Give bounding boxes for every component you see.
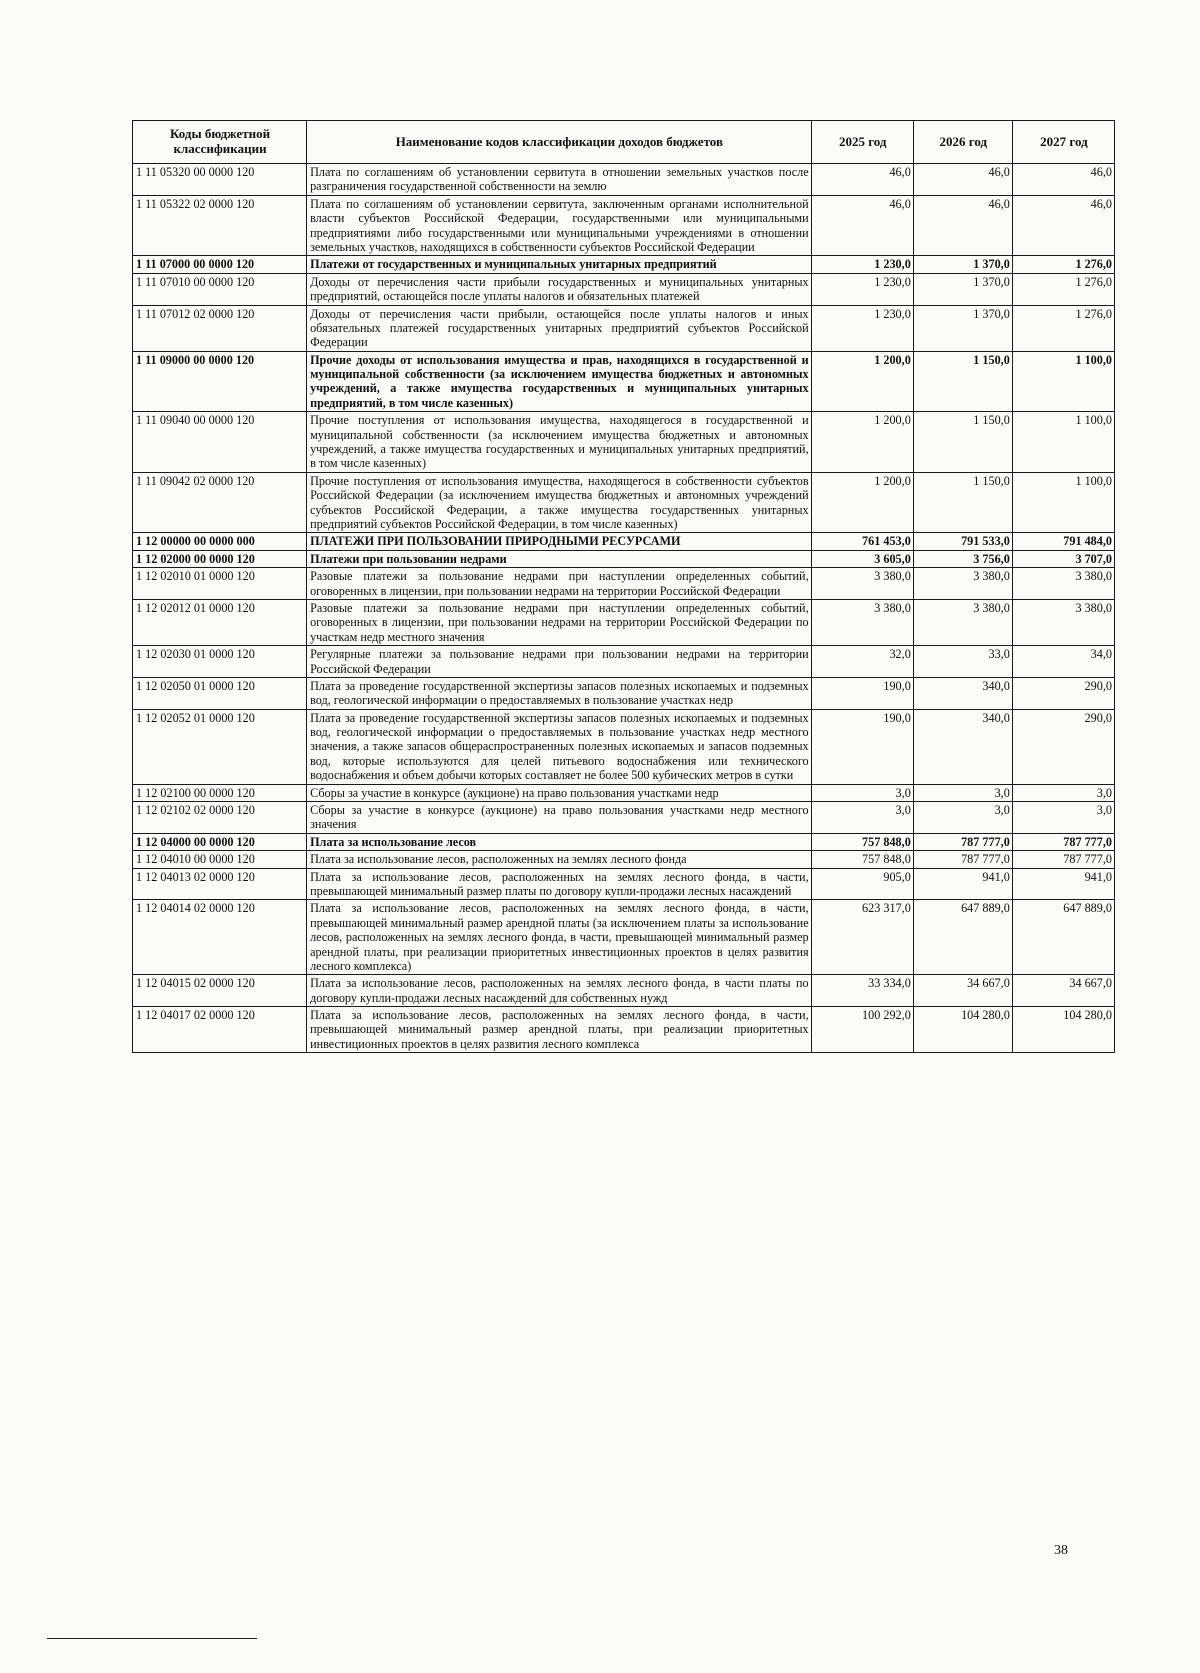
value-2025-cell: 32,0 <box>811 646 913 678</box>
name-cell: Плата за проведение государственной экспертизы запасов полезных ископаемых и подземных вод, геологической информации о предоставляемых в пользование участках недр <box>307 677 812 709</box>
value-2025-cell: 46,0 <box>811 164 913 196</box>
value-2027-cell: 3 380,0 <box>1012 568 1114 600</box>
code-cell: 1 11 05322 02 0000 120 <box>133 195 307 256</box>
name-cell: Доходы от перечисления части прибыли государственных и муниципальных унитарных предприятий, остающейся после уплаты налогов и обязательных платежей <box>307 273 812 305</box>
value-2027-cell: 1 100,0 <box>1012 412 1114 473</box>
code-cell: 1 12 02050 01 0000 120 <box>133 677 307 709</box>
value-2025-cell: 3 605,0 <box>811 550 913 567</box>
value-2026-cell: 1 370,0 <box>913 305 1012 351</box>
table-row <box>133 868 1115 900</box>
name-cell: Плата за использование лесов, расположенных на землях лесного фонда, в части, превышающей минимальный размер арендной платы, при реализации приоритетных инвестиционных проектов в целях развития лесного комплекса <box>307 1007 812 1053</box>
table-row <box>133 677 1115 709</box>
table-row <box>133 1007 1115 1053</box>
value-2026-cell: 104 280,0 <box>913 1007 1012 1053</box>
table-body <box>133 164 1115 1053</box>
value-2025-cell: 190,0 <box>811 677 913 709</box>
table-row <box>133 851 1115 868</box>
name-cell: Сборы за участие в конкурсе (аукционе) на право пользования участками недр <box>307 784 812 801</box>
value-2026-cell: 3 380,0 <box>913 568 1012 600</box>
name-cell: Платежи от государственных и муниципальных унитарных предприятий <box>307 256 812 273</box>
header-year-2025: 2025 год <box>811 121 913 164</box>
value-2026-cell: 46,0 <box>913 164 1012 196</box>
code-cell: 1 12 00000 00 0000 000 <box>133 533 307 550</box>
value-2025-cell: 1 200,0 <box>811 351 913 412</box>
value-2026-cell: 3,0 <box>913 784 1012 801</box>
table-row <box>133 784 1115 801</box>
table-header-row <box>133 121 1115 164</box>
table-row <box>133 195 1115 256</box>
name-cell: Плата за использование лесов, расположенных на землях лесного фонда, в части платы по договору купли-продажи лесных насаждений для собственных нужд <box>307 975 812 1007</box>
value-2027-cell: 1 100,0 <box>1012 472 1114 533</box>
value-2025-cell: 33 334,0 <box>811 975 913 1007</box>
header-year-2027: 2027 год <box>1012 121 1114 164</box>
name-cell: Прочие доходы от использования имущества и прав, находящихся в государственной и муниципальной собственности (за исключением имущества бюджетных и автономных учреждений, а также имущества государственных и муниципальных унитарных предприятий, в том числе казенных) <box>307 351 812 412</box>
name-cell: Плата по соглашениям об установлении сервитута в отношении земельных участков после разграничения государственной собственности на землю <box>307 164 812 196</box>
value-2027-cell: 3 380,0 <box>1012 599 1114 645</box>
value-2027-cell: 34,0 <box>1012 646 1114 678</box>
name-cell: Регулярные платежи за пользование недрами при пользовании недрами на территории Российской Федерации <box>307 646 812 678</box>
value-2027-cell: 647 889,0 <box>1012 900 1114 975</box>
value-2027-cell: 1 276,0 <box>1012 305 1114 351</box>
code-cell: 1 12 04010 00 0000 120 <box>133 851 307 868</box>
name-cell: Плата за проведение государственной экспертизы запасов полезных ископаемых и подземных вод, геологической информации о предоставляемых в пользование участках недр местного значения, а также запасов общераспространенных полезных ископаемых и запасов подземных вод, которые используются для целей питьевого водоснабжения или технического водоснабжения и объем добычи которых составляет не более 500 кубических метров в сутки <box>307 709 812 784</box>
value-2025-cell: 1 200,0 <box>811 472 913 533</box>
value-2025-cell: 757 848,0 <box>811 833 913 850</box>
table-row <box>133 568 1115 600</box>
value-2027-cell: 46,0 <box>1012 195 1114 256</box>
value-2025-cell: 46,0 <box>811 195 913 256</box>
table-row <box>133 305 1115 351</box>
value-2026-cell: 3,0 <box>913 802 1012 834</box>
table-row <box>133 975 1115 1007</box>
code-cell: 1 11 07000 00 0000 120 <box>133 256 307 273</box>
code-cell: 1 12 04013 02 0000 120 <box>133 868 307 900</box>
value-2026-cell: 33,0 <box>913 646 1012 678</box>
name-cell: Разовые платежи за пользование недрами при наступлении определенных событий, оговоренных в лицензии, при пользовании недрами на территории Российской Федерации по участкам недр местного значения <box>307 599 812 645</box>
value-2025-cell: 905,0 <box>811 868 913 900</box>
header-code: Коды бюджетной классификации <box>133 121 307 164</box>
table-row <box>133 646 1115 678</box>
value-2025-cell: 1 230,0 <box>811 256 913 273</box>
table-row <box>133 351 1115 412</box>
name-cell: Плата по соглашениям об установлении сервитута, заключенным органами исполнительной власти субъектов Российской Федерации, государственными или муниципальными предприятиями либо государственными или муниципальными учреждениями в отношении земельных участков, находящихся в собственности субъектов Российской Федерации <box>307 195 812 256</box>
value-2025-cell: 3 380,0 <box>811 568 913 600</box>
table-row <box>133 599 1115 645</box>
value-2027-cell: 46,0 <box>1012 164 1114 196</box>
header-name: Наименование кодов классификации доходов бюджетов <box>307 121 812 164</box>
name-cell: Прочие поступления от использования имущества, находящегося в собственности субъектов Российской Федерации (за исключением имущества бюджетных и автономных учреждений субъектов Российской Федерации, а также имущества государственных унитарных предприятий субъектов Российской Федерации, в том числе казенных) <box>307 472 812 533</box>
value-2027-cell: 290,0 <box>1012 677 1114 709</box>
value-2026-cell: 647 889,0 <box>913 900 1012 975</box>
value-2027-cell: 1 100,0 <box>1012 351 1114 412</box>
page-number: 38 <box>1054 1543 1068 1558</box>
table-row <box>133 802 1115 834</box>
code-cell: 1 12 02100 00 0000 120 <box>133 784 307 801</box>
value-2025-cell: 757 848,0 <box>811 851 913 868</box>
value-2025-cell: 1 230,0 <box>811 273 913 305</box>
value-2025-cell: 3,0 <box>811 802 913 834</box>
value-2025-cell: 761 453,0 <box>811 533 913 550</box>
value-2027-cell: 1 276,0 <box>1012 273 1114 305</box>
name-cell: Сборы за участие в конкурсе (аукционе) на право пользования участками недр местного значения <box>307 802 812 834</box>
header-year-2026: 2026 год <box>913 121 1012 164</box>
value-2026-cell: 787 777,0 <box>913 833 1012 850</box>
value-2027-cell: 3 707,0 <box>1012 550 1114 567</box>
code-cell: 1 11 07010 00 0000 120 <box>133 273 307 305</box>
footnote-divider <box>47 1638 257 1639</box>
value-2026-cell: 1 150,0 <box>913 351 1012 412</box>
name-cell: Плата за использование лесов, расположенных на землях лесного фонда <box>307 851 812 868</box>
code-cell: 1 12 04014 02 0000 120 <box>133 900 307 975</box>
code-cell: 1 12 02052 01 0000 120 <box>133 709 307 784</box>
value-2027-cell: 787 777,0 <box>1012 833 1114 850</box>
value-2025-cell: 190,0 <box>811 709 913 784</box>
value-2026-cell: 787 777,0 <box>913 851 1012 868</box>
name-cell: Плата за использование лесов, расположенных на землях лесного фонда, в части, превышающей минимальный размер платы по договору купли-продажи лесных насаждений <box>307 868 812 900</box>
value-2025-cell: 1 200,0 <box>811 412 913 473</box>
table-row <box>133 833 1115 850</box>
table-row <box>133 550 1115 567</box>
value-2026-cell: 340,0 <box>913 677 1012 709</box>
table-row <box>133 472 1115 533</box>
code-cell: 1 12 04017 02 0000 120 <box>133 1007 307 1053</box>
value-2027-cell: 3,0 <box>1012 784 1114 801</box>
value-2026-cell: 340,0 <box>913 709 1012 784</box>
value-2027-cell: 791 484,0 <box>1012 533 1114 550</box>
code-cell: 1 11 05320 00 0000 120 <box>133 164 307 196</box>
value-2026-cell: 1 370,0 <box>913 273 1012 305</box>
code-cell: 1 11 07012 02 0000 120 <box>133 305 307 351</box>
code-cell: 1 11 09000 00 0000 120 <box>133 351 307 412</box>
code-cell: 1 12 02000 00 0000 120 <box>133 550 307 567</box>
value-2026-cell: 46,0 <box>913 195 1012 256</box>
value-2027-cell: 290,0 <box>1012 709 1114 784</box>
code-cell: 1 11 09040 00 0000 120 <box>133 412 307 473</box>
value-2027-cell: 1 276,0 <box>1012 256 1114 273</box>
value-2027-cell: 941,0 <box>1012 868 1114 900</box>
budget-revenue-table <box>132 120 1115 1053</box>
value-2026-cell: 34 667,0 <box>913 975 1012 1007</box>
table-row <box>133 273 1115 305</box>
name-cell: Плата за использование лесов <box>307 833 812 850</box>
value-2026-cell: 1 150,0 <box>913 412 1012 473</box>
name-cell: ПЛАТЕЖИ ПРИ ПОЛЬЗОВАНИИ ПРИРОДНЫМИ РЕСУРСАМИ <box>307 533 812 550</box>
table-row <box>133 412 1115 473</box>
name-cell: Платежи при пользовании недрами <box>307 550 812 567</box>
name-cell: Доходы от перечисления части прибыли, остающейся после уплаты налогов и иных обязательных платежей государственных унитарных предприятий субъектов Российской Федерации <box>307 305 812 351</box>
table-row <box>133 533 1115 550</box>
value-2027-cell: 34 667,0 <box>1012 975 1114 1007</box>
code-cell: 1 11 09042 02 0000 120 <box>133 472 307 533</box>
value-2026-cell: 3 380,0 <box>913 599 1012 645</box>
table-row <box>133 256 1115 273</box>
value-2026-cell: 1 150,0 <box>913 472 1012 533</box>
code-cell: 1 12 02010 01 0000 120 <box>133 568 307 600</box>
code-cell: 1 12 04000 00 0000 120 <box>133 833 307 850</box>
value-2025-cell: 3,0 <box>811 784 913 801</box>
code-cell: 1 12 02012 01 0000 120 <box>133 599 307 645</box>
value-2027-cell: 3,0 <box>1012 802 1114 834</box>
code-cell: 1 12 04015 02 0000 120 <box>133 975 307 1007</box>
table-row <box>133 164 1115 196</box>
value-2025-cell: 100 292,0 <box>811 1007 913 1053</box>
value-2026-cell: 791 533,0 <box>913 533 1012 550</box>
name-cell: Плата за использование лесов, расположенных на землях лесного фонда, в части, превышающей минимальный размер арендной платы (за исключением платы за использование лесов, расположенных на землях лесного фонда, в части, превышающей минимальный размер арендной платы, при реализации приоритетных инвестиционных проектов в целях развития лесного комплекса) <box>307 900 812 975</box>
value-2025-cell: 623 317,0 <box>811 900 913 975</box>
value-2027-cell: 787 777,0 <box>1012 851 1114 868</box>
code-cell: 1 12 02102 02 0000 120 <box>133 802 307 834</box>
table-row <box>133 900 1115 975</box>
value-2026-cell: 941,0 <box>913 868 1012 900</box>
value-2027-cell: 104 280,0 <box>1012 1007 1114 1053</box>
name-cell: Разовые платежи за пользование недрами при наступлении определенных событий, оговоренных в лицензии, при пользовании недрами на территории Российской Федерации <box>307 568 812 600</box>
value-2026-cell: 3 756,0 <box>913 550 1012 567</box>
table-row <box>133 709 1115 784</box>
value-2025-cell: 1 230,0 <box>811 305 913 351</box>
value-2025-cell: 3 380,0 <box>811 599 913 645</box>
name-cell: Прочие поступления от использования имущества, находящегося в государственной и муниципальной собственности (за исключением имущества бюджетных и автономных учреждений, а также имущества государственных и муниципальных унитарных предприятий, в том числе казенных) <box>307 412 812 473</box>
value-2026-cell: 1 370,0 <box>913 256 1012 273</box>
code-cell: 1 12 02030 01 0000 120 <box>133 646 307 678</box>
